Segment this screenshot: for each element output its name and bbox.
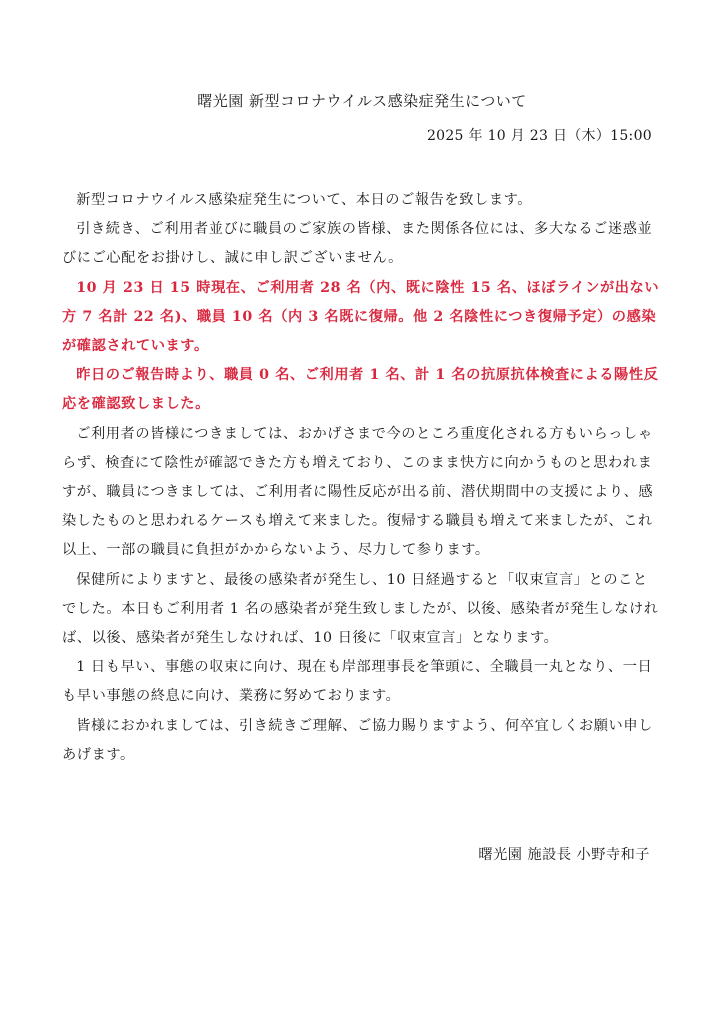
signature: 曙光園 施設長 小野寺和子 xyxy=(478,847,650,863)
paragraph-infection-status: 10 月 23 日 15 時現在、ご利用者 28 名（内、既に陰性 15 名、ほぼラインが出ない方 7 名計 22 名)、職員 10 名（内 3 名既に復帰。他 2 名陰性につき復帰予定）の感染が確認されています。 xyxy=(62,279,660,355)
paragraph-new-cases: 昨日のご報告時より、職員 0 名、ご利用者 1 名、計 1 名の抗原抗体検査による陽性反応を確認致しました。 xyxy=(62,367,659,413)
paragraph-closing: 皆様におかれましては、引き続きご理解、ご協力賜りますよう、何卒宜しくお願い申しあげます。 xyxy=(62,717,653,763)
paragraph-users-condition: ご利用者の皆様につきましては、おかげさまで今のところ重度化される方もいらっしゃらず、検査にて陰性が確認できた方も増えており、このまま快方に向かうものと思われますが、職員につきましては、ご利用者に陽性反応が出る前、潜伏期間中の支援により、感染したものと思われるケースも増えて来ました。復帰する職員も増えて来ましたが、これ以上、一部の職員に負担がかからないよう、尽力して参ります。 xyxy=(62,425,654,559)
paragraph-intro: 新型コロナウイルス感染症発生について、本日のご報告を致します。 xyxy=(76,192,533,208)
paragraph-health-center: 保健所によりますと、最後の感染者が発生し、10 日経過すると「収束宣言」とのことでした。本日もご利用者 1 名の感染者が発生致しましたが、以後、感染者が発生しなければ、以後、感染者が発生しなければ、10 日後に「収束宣言」となります。 xyxy=(62,571,659,647)
paragraph-apology: 引き続き、ご利用者並びに職員のご家族の皆様、また関係各位には、多大なるご迷惑並びにご心配をお掛けし、誠に申し訳ございません。 xyxy=(62,221,653,267)
document-date: 2025 年 10 月 23 日（木）15:00 xyxy=(426,128,652,144)
document-body xyxy=(62,186,660,770)
document-title: 曙光園 新型コロナウイルス感染症発生について xyxy=(197,92,527,110)
paragraph-efforts: 1 日も早い、事態の収束に向け、現在も岸部理事長を筆頭に、全職員一丸となり、一日も早い事態の終息に向け、業務に努めております。 xyxy=(62,659,653,705)
